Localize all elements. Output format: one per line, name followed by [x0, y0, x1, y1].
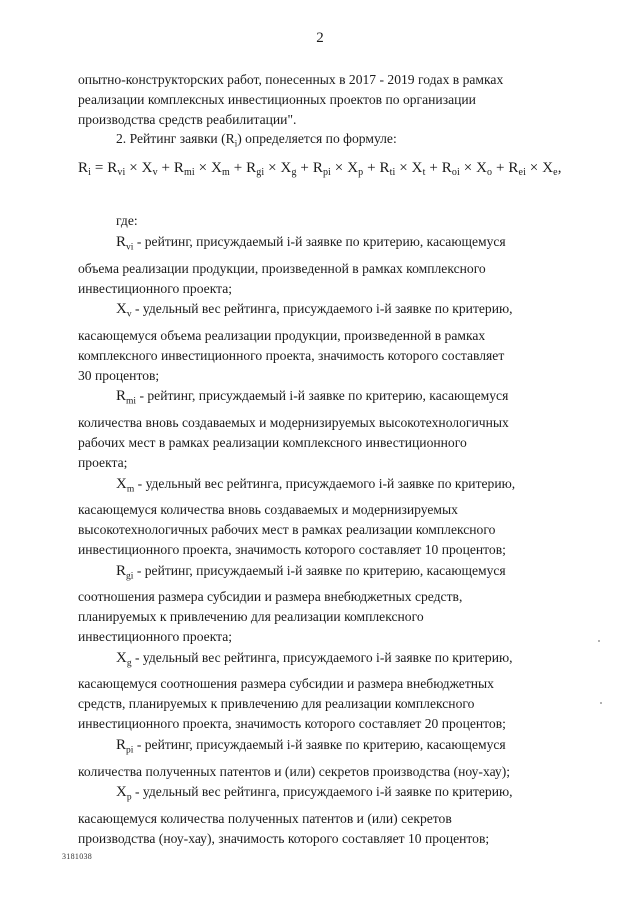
page-number: 2 [316, 30, 324, 46]
scan-speck [600, 702, 602, 704]
item-2-sub: i [234, 139, 238, 150]
definition-item [78, 385, 556, 472]
definition-text: - рейтинг, присуждаемый i-й заявке по критерию, касающемуся [139, 388, 509, 404]
definition-line: комплексного инвестиционного проекта, значимость которого составляет [78, 347, 505, 363]
intro-line-3: производства средств реабилитации". [78, 111, 297, 127]
definition-line: касающемуся количества вновь создаваемых и модернизируемых [78, 502, 458, 518]
definition-first-line [78, 781, 556, 809]
definition-subscript: vi [126, 242, 134, 253]
definition-line: рабочих мест в рамках реализации комплексного инвестиционного [78, 434, 467, 450]
definitions-list [78, 231, 556, 849]
definition-symbol: X [116, 301, 127, 318]
definition-item [78, 231, 556, 298]
definition-subscript: mi [126, 397, 137, 408]
definition-subscript: m [126, 484, 135, 495]
definition-line: количества полученных патентов и (или) секретов производства (ноу-хау); [78, 763, 511, 779]
definition-first-line [78, 647, 556, 675]
definition-first-line [78, 734, 556, 762]
item-2-line [78, 129, 556, 155]
definition-line: объема реализации продукции, произведенной в рамках комплексного [78, 260, 486, 276]
item-2-tail: ) определяется по формуле: [237, 131, 397, 147]
definition-text: - удельный вес рейтинга, присуждаемого i-й заявке по критерию, [135, 649, 513, 665]
definition-line: 30 процентов; [78, 367, 160, 383]
document-code: 3181038 [62, 852, 93, 861]
definition-text: - рейтинг, присуждаемый i-й заявке по критерию, касающемуся [136, 562, 506, 578]
definition-subscript: p [126, 793, 132, 804]
definition-item [78, 734, 556, 782]
definition-line: соотношения размера субсидии и размера внебюджетных средств, [78, 589, 463, 605]
definition-subscript: gi [126, 571, 134, 582]
definition-line: касающемуся соотношения размера субсидии и размера внебюджетных [78, 676, 494, 692]
definition-line: касающемуся количества полученных патентов и (или) секретов [78, 811, 452, 827]
intro-paragraph [78, 70, 556, 155]
scan-speck [598, 640, 600, 642]
item-2-text: 2. Рейтинг заявки (R [116, 131, 235, 147]
definition-line: количества вновь создаваемых и модернизируемых высокотехнологичных [78, 415, 509, 431]
definition-subscript: pi [126, 745, 134, 756]
definition-line: проекта; [78, 454, 128, 470]
definition-text: - удельный вес рейтинга, присуждаемого i-й заявке по критерию, [135, 301, 513, 317]
definition-line: инвестиционного проекта, значимость которого составляет 20 процентов; [78, 716, 506, 732]
definition-line: производства (ноу-хау), значимость которого составляет 10 процентов; [78, 830, 490, 846]
definition-item [78, 781, 556, 848]
definition-text: - удельный вес рейтинга, присуждаемого i-й заявке по критерию, [137, 475, 516, 491]
where-label [78, 211, 556, 231]
definition-first-line [78, 385, 556, 413]
where-text: где: [116, 213, 138, 228]
definition-item [78, 647, 556, 734]
definition-subscript: g [126, 658, 132, 669]
definition-symbol: X [116, 649, 127, 666]
definition-first-line [78, 231, 556, 259]
definition-first-line [78, 298, 556, 326]
definition-item [78, 473, 556, 560]
definition-line: инвестиционного проекта, значимость которого составляет 10 процентов; [78, 541, 506, 557]
definition-line: высокотехнологичных рабочих мест в рамках реализации комплексного [78, 522, 496, 538]
definition-line: инвестиционного проекта; [78, 280, 233, 296]
intro-line-2: реализации комплексных инвестиционных проектов по организации [78, 91, 476, 107]
definition-item [78, 560, 556, 647]
definition-symbol: R [116, 736, 127, 753]
definition-symbol: X [116, 475, 127, 492]
definition-symbol: X [116, 784, 127, 801]
definition-first-line [78, 560, 556, 588]
intro-line-1: опытно-конструкторских работ, понесенных в 2017 - 2019 годах в рамках [78, 72, 504, 87]
definition-symbol: R [116, 388, 127, 405]
definition-symbol: R [116, 562, 127, 579]
rating-formula: $R_i = R_{vi} \times X_v + R_{mi} \times X_m + R_{gi} \times X_g + R_{pi} \times X_p + R_{ti} \times X_t + R_{oi} \times X_o + R_{ei} \times X_e$, [78, 160, 562, 178]
definition-first-line [78, 473, 556, 501]
definition-text: - рейтинг, присуждаемый i-й заявке по критерию, касающемуся [136, 736, 506, 752]
definition-line: планируемых к привлечению для реализации комплексного [78, 609, 424, 625]
definition-text: - удельный вес рейтинга, присуждаемого i-й заявке по критерию, [135, 784, 513, 800]
definition-symbol: R [116, 234, 127, 250]
definition-line: средств, планируемых к привлечению для реализации комплексного [78, 696, 475, 712]
definition-line: касающемуся объема реализации продукции, произведенной в рамках [78, 328, 486, 344]
definition-subscript: v [126, 310, 132, 321]
definition-item [78, 298, 556, 385]
definition-line: инвестиционного проекта; [78, 628, 233, 644]
definition-text: - рейтинг, присуждаемый i-й заявке по критерию, касающемуся [136, 234, 506, 249]
